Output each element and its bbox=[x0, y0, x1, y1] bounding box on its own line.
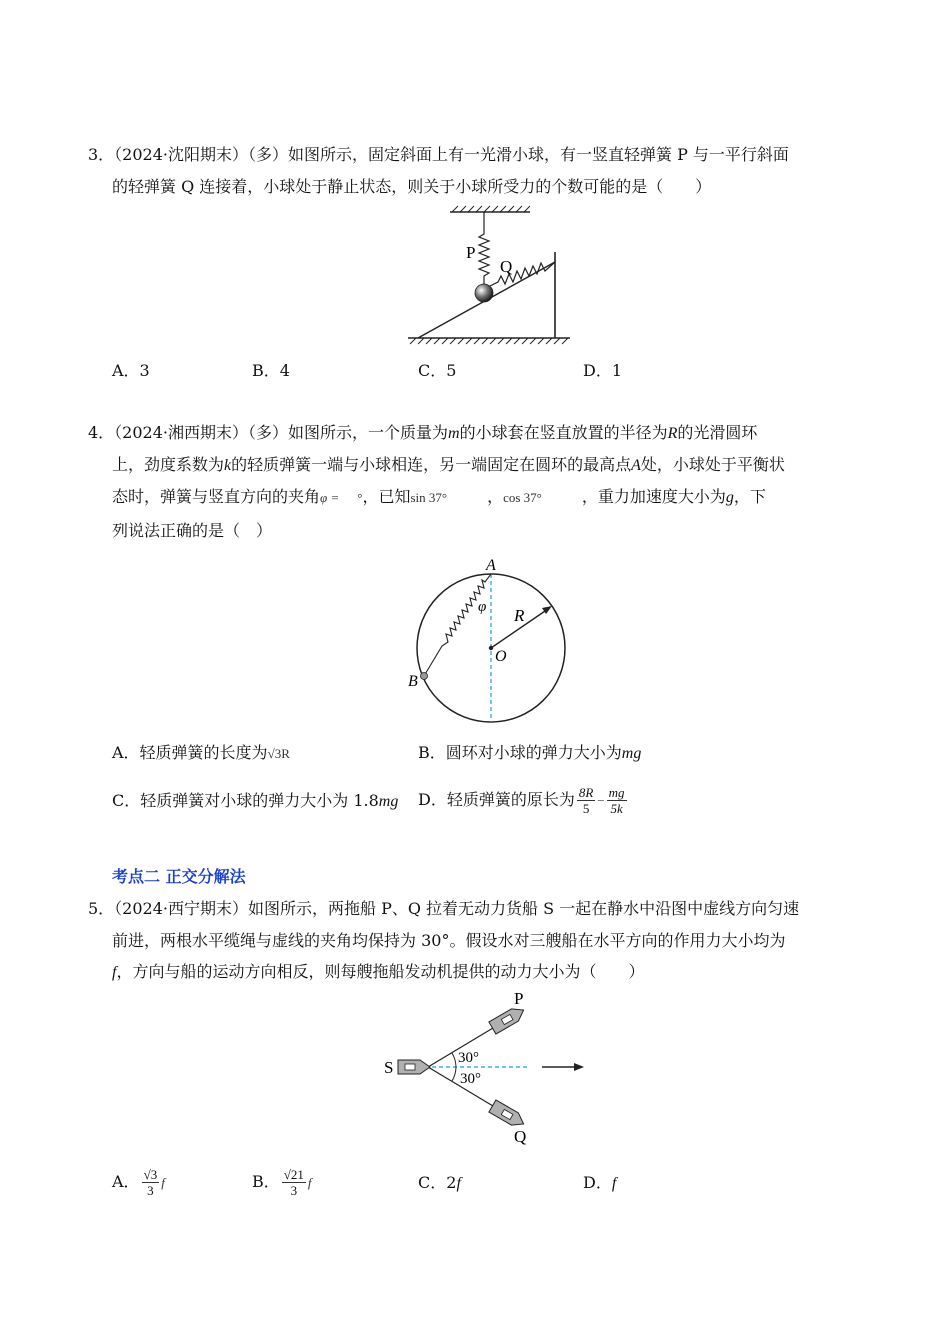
q3-fig-label-p: P bbox=[466, 243, 476, 262]
q5-option-b-f: f bbox=[307, 1175, 312, 1190]
q3-ball bbox=[475, 284, 493, 302]
q4-line-1 bbox=[88, 422, 757, 445]
q5-option-c bbox=[418, 1172, 461, 1195]
q5-fig-label-p: P bbox=[514, 990, 524, 1008]
q4-line-2 bbox=[112, 454, 785, 477]
q4-line-1b: 的小球套在竖直放置的半径为 bbox=[459, 423, 668, 442]
q4-option-d-frac-2 bbox=[607, 785, 627, 816]
q5-line-1: 5．（2024·西宁期末）如图所示，两拖船 P、Q 拉着无动力货船 S 一起在静水中沿图中虚线方向匀速 bbox=[88, 899, 800, 918]
q4-var-m: m bbox=[448, 425, 460, 442]
q5-line-2: 前进，两根水平缆绳与虚线的夹角均保持为 30°。假设水对三艘船在水平方向的作用力大小均为 bbox=[112, 931, 786, 950]
section-heading: 考点二 正交分解法 bbox=[112, 867, 246, 886]
q3-option-a: A．3 bbox=[112, 361, 150, 380]
q4-option-d bbox=[418, 780, 629, 821]
q5-option-a-num: √3 bbox=[143, 1167, 158, 1182]
q4-phi-expr: φ = bbox=[320, 490, 340, 505]
q5-option-a-frac bbox=[142, 1167, 160, 1198]
q4-line-4: 列说法正确的是（ ） bbox=[112, 521, 273, 540]
q4-var-r: R bbox=[667, 425, 678, 442]
q3-option-c: C．5 bbox=[418, 361, 457, 380]
q4-fig-label-a: A bbox=[486, 557, 496, 574]
q4-comma: ， bbox=[487, 487, 504, 506]
q4-cos: cos 37° bbox=[503, 490, 542, 505]
q3-fig-label-q: Q bbox=[500, 257, 513, 276]
q3-line-1: 3．（2024·沈阳期末）（多）如图所示，固定斜面上有一光滑小球，有一竖直轻弹簧 P 与一平行斜面 bbox=[88, 145, 789, 164]
q4-var-a: A bbox=[631, 457, 641, 474]
q4-line-3 bbox=[112, 486, 766, 509]
q4-line-3d: ，下 bbox=[733, 487, 766, 506]
q4-ball-b bbox=[421, 673, 428, 680]
q4-line-2b: 的轻质弹簧一端与小球相连，另一端固定在圆环的最高点 bbox=[231, 455, 632, 474]
q3-option-b: B．4 bbox=[252, 361, 290, 380]
q5-fig-label-s: S bbox=[384, 1058, 394, 1077]
q4-option-c-text: C．轻质弹簧对小球的弹力大小为 1.8 bbox=[112, 791, 379, 810]
q4-option-d-frac-1 bbox=[577, 785, 595, 816]
q4-option-b bbox=[418, 742, 641, 765]
q4-fig-label-r: R bbox=[514, 606, 525, 625]
q5-option-d-label: D． bbox=[583, 1173, 612, 1192]
q4-sin: sin 37° bbox=[410, 490, 448, 505]
q5-option-d-f: f bbox=[611, 1175, 617, 1192]
q4-fig-label-phi: φ bbox=[478, 599, 487, 615]
q4-option-d-text: D．轻质弹簧的原长为 bbox=[418, 790, 575, 809]
q5-line-3 bbox=[112, 961, 644, 984]
q5-line-3b: ，方向与船的运动方向相反，则每艘拖船发动机提供的动力大小为（ ） bbox=[116, 962, 645, 981]
q5-fig-angle-2: 30° bbox=[460, 1071, 481, 1087]
q5-fig-angle-1: 30° bbox=[458, 1050, 479, 1066]
q4-option-d-frac-1-den: 5 bbox=[582, 801, 590, 816]
q5-option-c-f: f bbox=[456, 1175, 461, 1192]
q4-option-a bbox=[112, 742, 290, 765]
q5-option-d bbox=[583, 1172, 616, 1195]
q4-option-c bbox=[112, 790, 398, 813]
q5-option-a bbox=[112, 1162, 165, 1203]
q4-var-k: k bbox=[224, 457, 232, 474]
q4-option-a-math: √3R bbox=[267, 746, 290, 761]
q4-line-1a: 4．（2024·湘西期末）（多）如图所示，一个质量为 bbox=[88, 423, 448, 442]
q5-figure bbox=[380, 990, 600, 1150]
q4-line-1c: 的光滑圆环 bbox=[677, 423, 758, 442]
q5-ship-q bbox=[489, 1100, 527, 1130]
q4-option-d-frac-1-num: 8R bbox=[578, 785, 594, 800]
q4-option-a-text: A．轻质弹簧的长度为 bbox=[112, 743, 268, 762]
q3-figure bbox=[400, 204, 580, 354]
q4-option-b-text: B．圆环对小球的弹力大小为 bbox=[418, 743, 622, 762]
q5-option-c-label: C．2 bbox=[418, 1173, 457, 1192]
q5-option-a-den: 3 bbox=[147, 1183, 154, 1198]
q4-option-d-minus: − bbox=[597, 793, 605, 808]
q4-line-3a: 态时，弹簧与竖直方向的夹角 bbox=[112, 487, 321, 506]
q4-option-d-frac-2-num: mg bbox=[608, 785, 625, 800]
q5-ship-p bbox=[489, 1004, 527, 1034]
q4-option-d-frac-2-den: 5k bbox=[610, 801, 623, 816]
q5-option-b-frac bbox=[282, 1167, 306, 1198]
q4-option-c-math: mg bbox=[378, 793, 399, 810]
q5-fig-label-q: Q bbox=[514, 1127, 527, 1146]
q4-line-2c: 处，小球处于平衡状 bbox=[640, 455, 785, 474]
q5-option-a-f: f bbox=[161, 1175, 165, 1190]
q4-line-3c: ，重力加速度大小为 bbox=[581, 487, 726, 506]
q5-var-f: f bbox=[112, 964, 117, 981]
q3-line-2: 的轻弹簧 Q 连接着，小球处于静止状态，则关于小球所受力的个数可能的是（ ） bbox=[112, 177, 712, 196]
q5-option-b-den: 3 bbox=[290, 1183, 298, 1198]
q4-option-b-math: mg bbox=[621, 745, 642, 762]
q5-option-a-label: A． bbox=[112, 1172, 140, 1191]
q4-fig-label-o: O bbox=[495, 648, 507, 665]
q5-option-b-label: B． bbox=[252, 1172, 280, 1191]
q5-ship-s bbox=[398, 1060, 430, 1074]
q3-option-d: D．1 bbox=[583, 361, 623, 380]
q4-fig-label-b: B bbox=[408, 673, 418, 690]
q5-option-b bbox=[252, 1162, 312, 1203]
q4-line-3b: ，已知 bbox=[362, 487, 411, 506]
q4-degree: ° bbox=[357, 490, 363, 505]
q4-figure bbox=[400, 552, 580, 727]
q5-option-b-num: √21 bbox=[283, 1167, 304, 1182]
q4-line-2a: 上，劲度系数为 bbox=[112, 455, 225, 474]
q4-var-g: g bbox=[725, 489, 734, 506]
